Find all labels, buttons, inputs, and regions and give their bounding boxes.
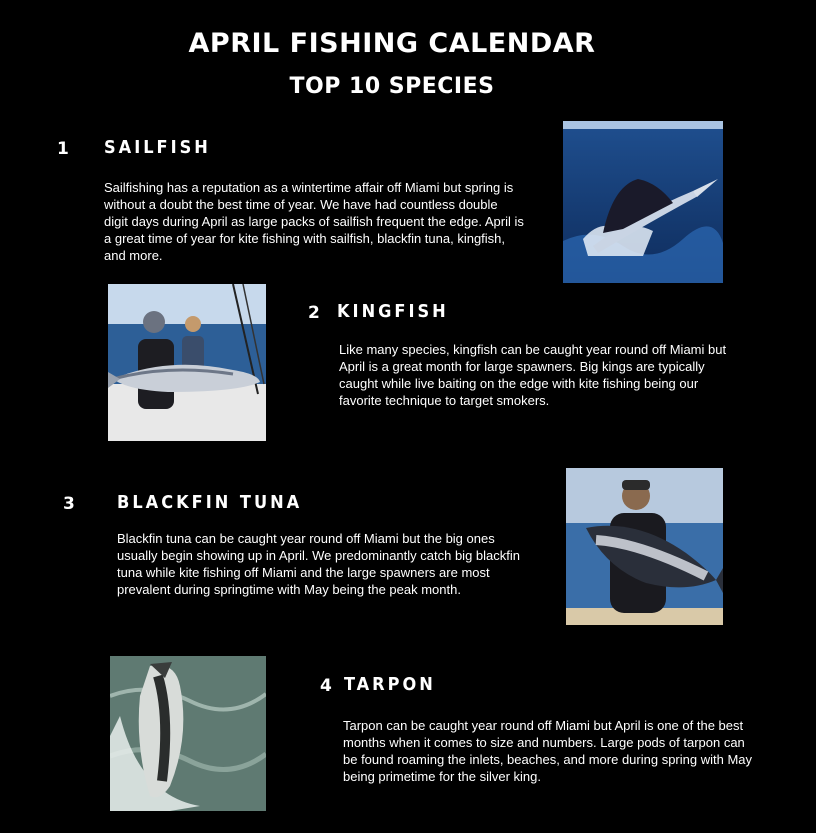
species-2-number: 2 [308, 303, 320, 323]
species-3-number: 3 [63, 494, 75, 514]
species-2-description: Like many species, kingfish can be caught year round off Miami but April is a great month for large spawners. Big kings are typically caught while live baiting on the edge with kite fishing being our favorite technique to target smokers. [339, 342, 727, 408]
species-3-name: BLACKFIN TUNA [117, 492, 303, 513]
species-3-description: Blackfin tuna can be caught year round off Miami but the big ones usually begin showing up in April. We predominantly catch big blackfin tuna while kite fishing off Miami and the large spawners are most prevalent during springtime with May being the peak month. [117, 531, 520, 597]
species-1-number: 1 [57, 139, 69, 159]
tarpon-photo [110, 656, 266, 811]
species-2-name: KINGFISH [337, 301, 449, 322]
species-4-name: TARPON [344, 674, 436, 695]
species-4-number: 4 [320, 676, 332, 696]
species-1-description: Sailfishing has a reputation as a wintertime affair off Miami but spring is without a doubt the best time of year. We have had countless double digit days during April as large packs of sailfish frequent the edge. April is a great time of year for kite fishing with sailfish, blackfin tuna, kingfish, and more. [104, 180, 524, 263]
kingfish-photo [108, 284, 266, 441]
species-4-description: Tarpon can be caught year round off Miami but April is one of the best months when it comes to size and numbers. Large pods of tarpon can be found roaming the inlets, beaches, and more during spring with May being primetime for the silver king. [343, 718, 753, 784]
page-title: APRIL FISHING CALENDAR [188, 28, 596, 59]
sailfish-photo [563, 121, 723, 283]
species-1-name: SAILFISH [104, 137, 211, 158]
page-subtitle: TOP 10 SPECIES [289, 74, 495, 99]
blackfin-tuna-photo [566, 468, 723, 625]
